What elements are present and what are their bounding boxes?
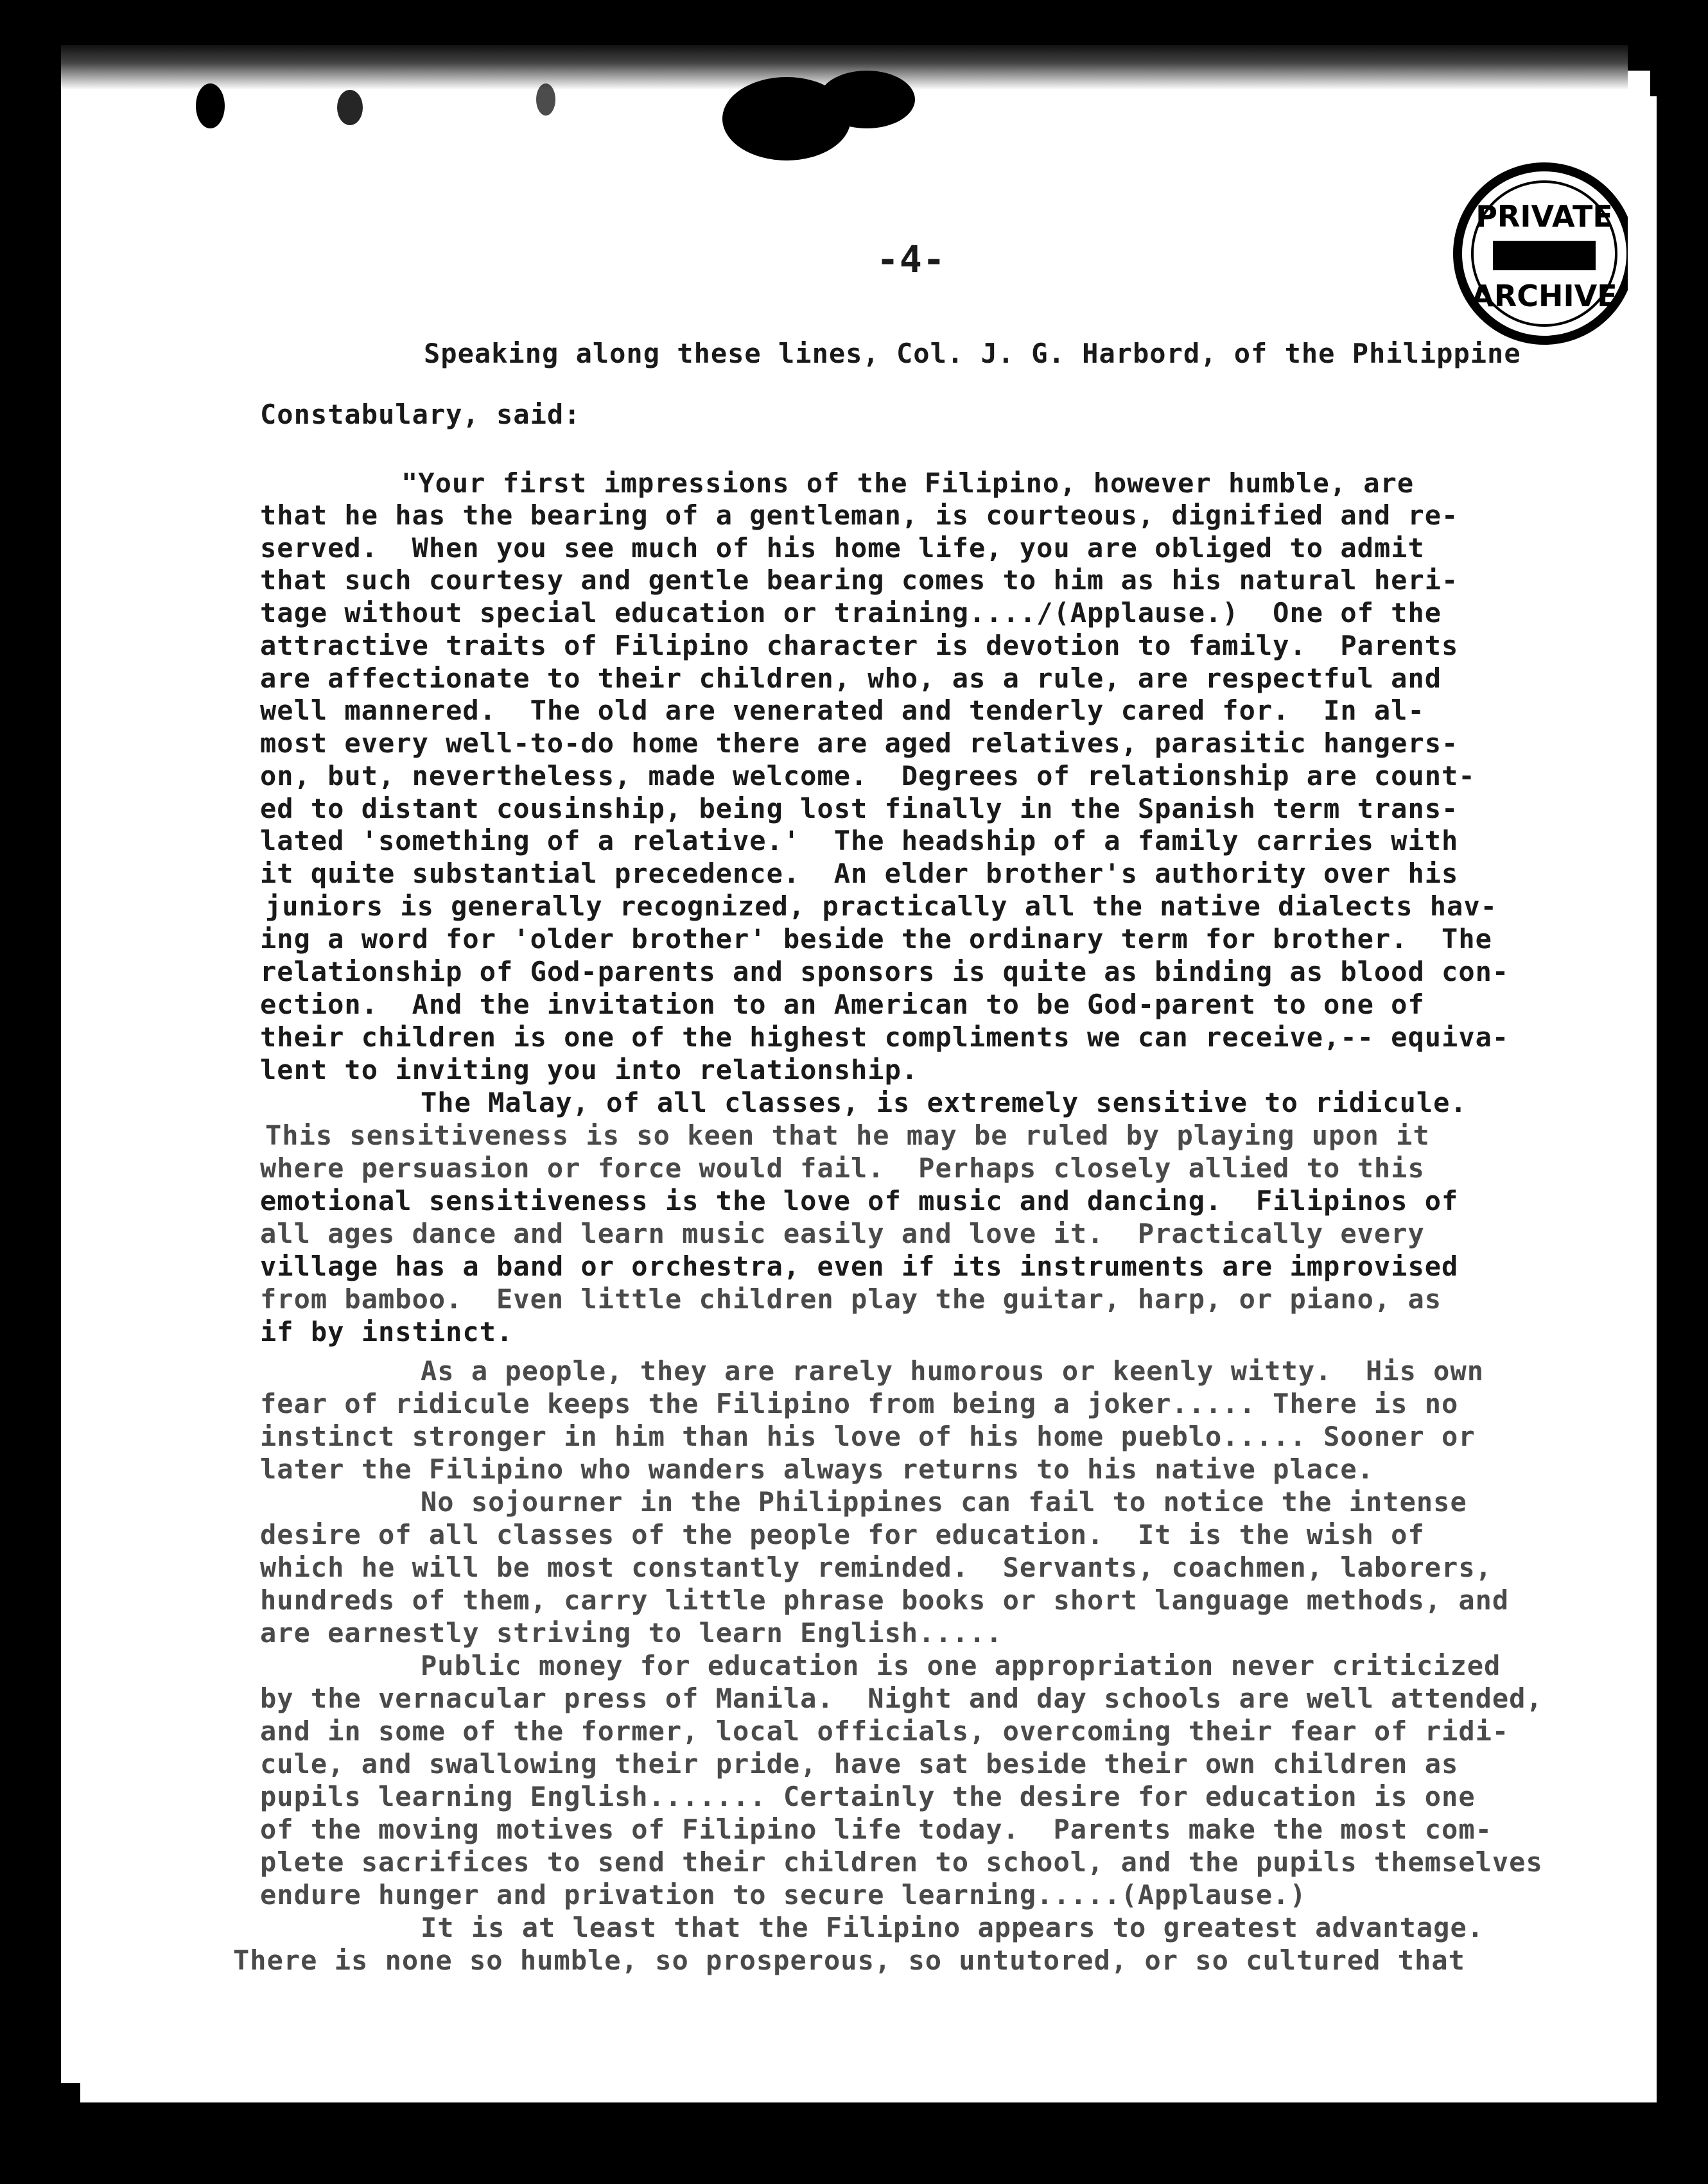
text-line: No sojourner in the Philippines can fail to notice the intense bbox=[421, 1486, 1467, 1518]
text-line: where persuasion or force would fail. Perhaps closely allied to this bbox=[260, 1152, 1425, 1184]
text-line: all ages dance and learn music easily and love it. Practically every bbox=[260, 1218, 1425, 1249]
text-line: their children is one of the highest compliments we can receive,-- equiva- bbox=[260, 1021, 1510, 1053]
ink-smudge bbox=[536, 83, 555, 116]
text-line: ing a word for 'older brother' beside the ordinary term for brother. The bbox=[260, 923, 1492, 955]
text-line: and in some of the former, local officials, overcoming their fear of ridi- bbox=[260, 1715, 1510, 1747]
text-line: "Your first impressions of the Filipino, however humble, are bbox=[401, 467, 1415, 499]
text-line: well mannered. The old are venerated and tenderly cared for. In al- bbox=[260, 695, 1425, 726]
text-line: hundreds of them, carry little phrase books or short language methods, and bbox=[260, 1584, 1510, 1616]
text-line: from bamboo. Even little children play the guitar, harp, or piano, as bbox=[260, 1283, 1442, 1315]
text-line: most every well-to-do home there are aged relatives, parasitic hangers- bbox=[260, 727, 1459, 759]
text-line: plete sacrifices to send their children to school, and the pupils themselves bbox=[260, 1846, 1543, 1878]
text-line: pupils learning English....... Certainly the desire for education is one bbox=[260, 1781, 1476, 1812]
text-line: As a people, they are rarely humorous or keenly witty. His own bbox=[421, 1355, 1485, 1387]
text-line: Public money for education is one appropriation never criticized bbox=[421, 1650, 1501, 1681]
text-line: served. When you see much of his home life, you are obliged to admit bbox=[260, 532, 1425, 564]
text-line: emotional sensitiveness is the love of music and dancing. Filipinos of bbox=[260, 1185, 1459, 1217]
text-line: on, but, nevertheless, made welcome. Degrees of relationship are count- bbox=[260, 760, 1476, 792]
text-line: if by instinct. bbox=[260, 1316, 514, 1348]
ink-smudge bbox=[819, 71, 915, 128]
text-line: The Malay, of all classes, is extremely sensitive to ridicule. bbox=[421, 1087, 1467, 1118]
stamp-line-2: ARCHIVE bbox=[1471, 279, 1617, 313]
text-line: tage without special education or training..../(Applause.) One of the bbox=[260, 597, 1442, 628]
text-line: desire of all classes of the people for education. It is the wish of bbox=[260, 1519, 1425, 1550]
text-line: it quite substantial precedence. An elder brother's authority over his bbox=[260, 858, 1459, 889]
text-line: by the vernacular press of Manila. Night and day schools are well attended, bbox=[260, 1683, 1543, 1714]
text-line: fear of ridicule keeps the Filipino from being a joker..... There is no bbox=[260, 1388, 1459, 1419]
text-line: juniors is generally recognized, practically all the native dialects hav- bbox=[265, 890, 1497, 922]
text-line: attractive traits of Filipino character is devotion to family. Parents bbox=[260, 630, 1459, 661]
text-line: It is at least that the Filipino appears to greatest advantage. bbox=[421, 1912, 1485, 1943]
text-line: later the Filipino who wanders always returns to his native place. bbox=[260, 1453, 1374, 1485]
text-line: which he will be most constantly reminded. Servants, coachmen, laborers, bbox=[260, 1552, 1492, 1583]
archive-stamp bbox=[1448, 157, 1628, 350]
text-line: that he has the bearing of a gentleman, is courteous, dignified and re- bbox=[260, 499, 1459, 531]
text-line: endure hunger and privation to secure learning.....(Applause.) bbox=[260, 1879, 1307, 1911]
text-line: relationship of God-parents and sponsors is quite as binding as blood con- bbox=[260, 956, 1510, 987]
text-line: lent to inviting you into relationship. bbox=[260, 1054, 919, 1086]
text-line: lated 'something of a relative.' The headship of a family carries with bbox=[260, 825, 1459, 856]
text-line: ection. And the invitation to an American to be God-parent to one of bbox=[260, 989, 1425, 1020]
ink-smudge bbox=[337, 90, 363, 125]
text-line: cule, and swallowing their pride, have sat beside their own children as bbox=[260, 1748, 1459, 1780]
ink-smudge bbox=[196, 83, 225, 128]
text-line: This sensitiveness is so keen that he may be ruled by playing upon it bbox=[265, 1120, 1430, 1151]
text-line: are affectionate to their children, who, as a rule, are respectful and bbox=[260, 663, 1442, 694]
text-line: of the moving motives of Filipino life today. Parents make the most com- bbox=[260, 1814, 1492, 1845]
text-line: instinct stronger in him than his love of his home pueblo..... Sooner or bbox=[260, 1421, 1476, 1452]
document-page bbox=[61, 45, 1628, 2083]
text-line: are earnestly striving to learn English..... bbox=[260, 1617, 1003, 1649]
text-line: There is none so humble, so prosperous, so untutored, or so cultured that bbox=[233, 1945, 1465, 1976]
text-line: Speaking along these lines, Col. J. G. Harbord, of the Philippine bbox=[424, 338, 1521, 369]
text-line: ed to distant cousinship, being lost finally in the Spanish term trans- bbox=[260, 793, 1459, 824]
text-line: village has a band or orchestra, even if its instruments are improvised bbox=[260, 1251, 1459, 1282]
stamp-line-1: PRIVATE bbox=[1476, 199, 1613, 234]
text-line: that such courtesy and gentle bearing comes to him as his natural heri- bbox=[260, 564, 1459, 596]
page-number: -4- bbox=[876, 238, 946, 281]
text-line: Constabulary, said: bbox=[260, 399, 581, 430]
